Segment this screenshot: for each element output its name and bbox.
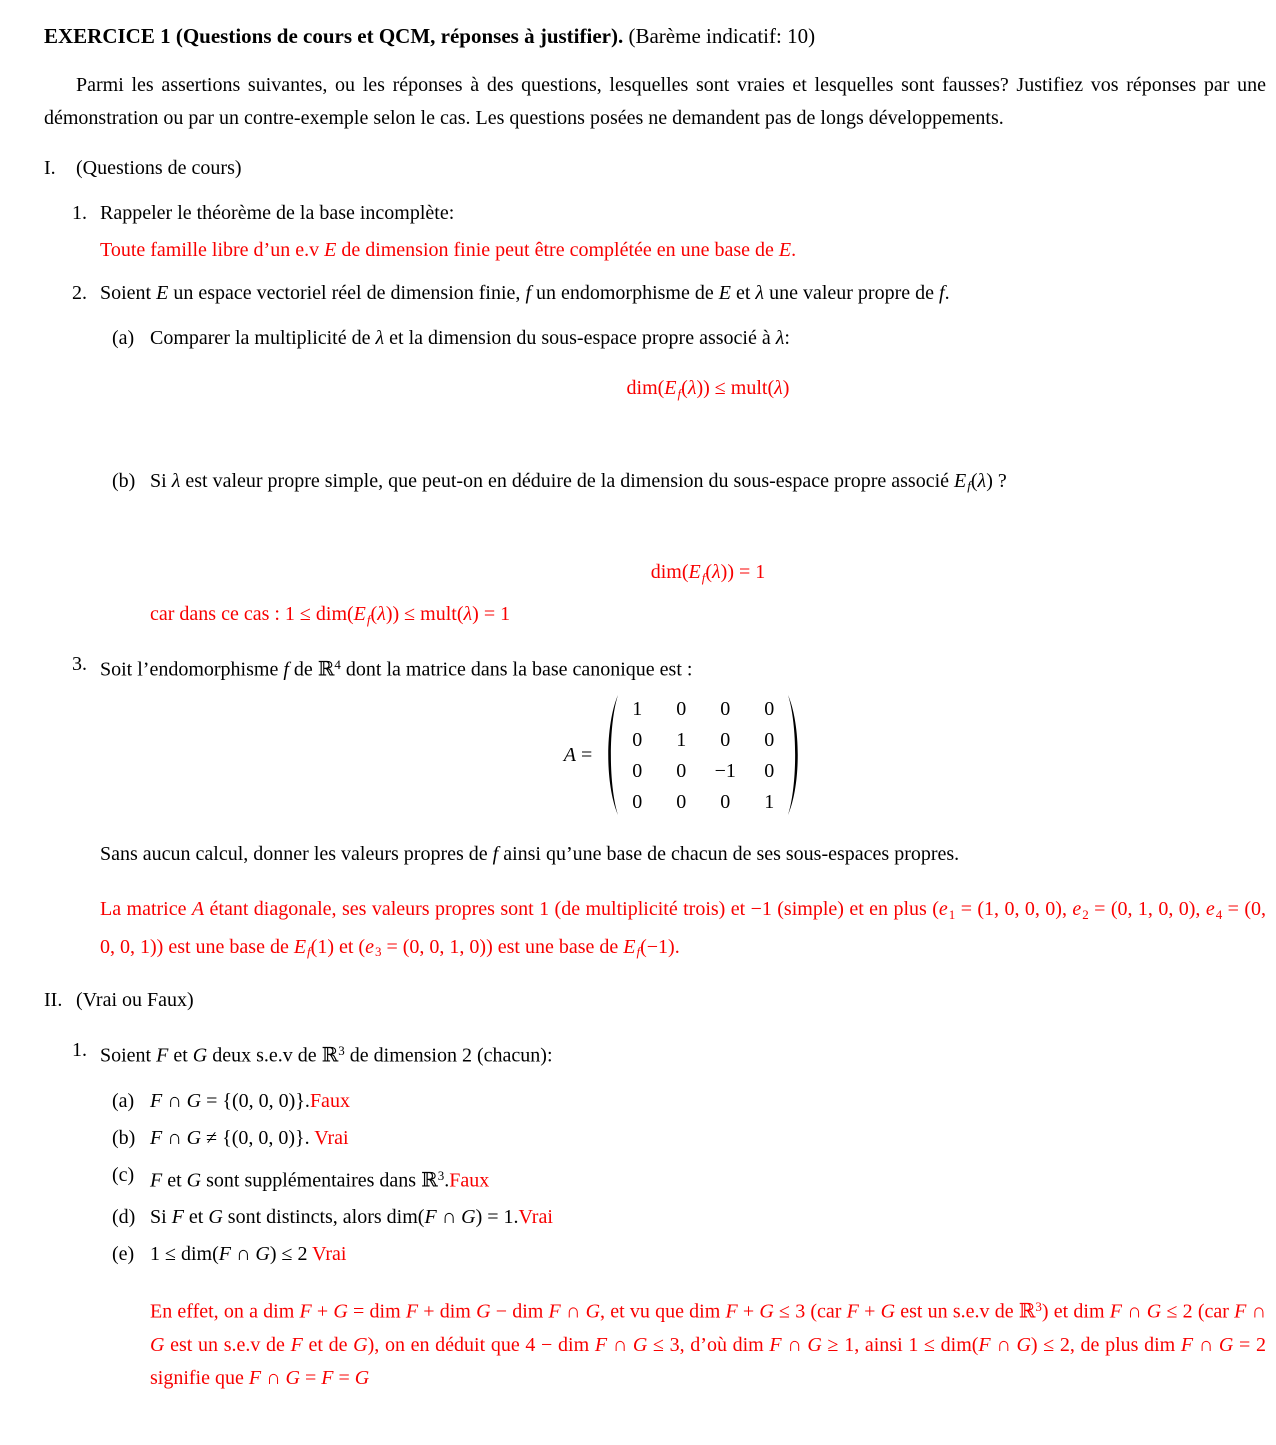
true-false-item-e [112,1238,1266,1271]
answer-2b-note: car dans ce cas : 1 ≤ dim(Ef(λ)) ≤ mult(λ) = 1 [150,602,511,627]
matrix-left-paren-icon [604,693,620,817]
matrix-values: 1 0 0 0 0 1 0 0 0 0 −1 0 0 0 0 1 [632,697,775,813]
question-2a-text: Comparer la multiplicité de λ et la dimension du sous-espace propre associé à λ: [150,327,790,349]
item-b-text: F ∩ G ≠ {(0, 0, 0)}. Vrai [150,1126,349,1149]
item-a-label: (a) [112,1089,135,1112]
question-3 [72,648,1266,969]
question-2-text: Soient E un espace vectoriel réel de dimension finie, f un endomorphisme de E et λ une valeur propre de f. [100,282,950,304]
section-2-heading [44,984,1266,1017]
true-false-item-b [112,1122,1266,1155]
question-2b-text: Si λ est valeur propre simple, que peut-on en déduire de la dimension du sous-espace propre associé Ef(λ) ? [150,469,1007,494]
item-d-label: (d) [112,1206,136,1229]
exercise-title-scale: (Barème indicatif: 10) [623,24,816,48]
section-1-heading [44,152,1266,185]
section-1-title: (Questions de cours) [76,157,242,179]
question-2b-label: (b) [112,469,136,492]
matrix-right-paren-icon [786,693,802,817]
true-false-item-d [112,1201,1266,1234]
item-b-label: (b) [112,1126,136,1149]
exercise-title-bold: EXERCICE 1 (Questions de cours et QCM, réponses à justifier). [44,24,624,48]
question-2a [112,322,1266,410]
question-2a-label: (a) [112,327,135,349]
section-2-question-1 [72,1034,1266,1395]
section-1-label: I. [44,157,56,179]
item-e-label: (e) [112,1243,135,1266]
true-false-list [100,1085,1266,1272]
true-false-item-c [112,1159,1266,1198]
question-3-followup: Sans aucun calcul, donner les valeurs propres de f ainsi qu’une base de chacun de ses sous-espaces propres. [100,843,960,865]
item-d-text: Si F et G sont distincts, alors dim(F ∩ G) = 1.Vrai [150,1206,553,1229]
item-c-text: F et G sont supplémentaires dans ℝ$^3$.Faux [150,1167,490,1192]
section-2-label: II. [44,989,63,1012]
item-a-text: F ∩ G = {(0, 0, 0)}.Faux [150,1089,350,1112]
question-3-text: Soit l’endomorphisme f de ℝ$^4$ dont la matrice dans la base canonique est : [100,656,693,680]
answer-3: La matrice A étant diagonale, ses valeurs propres sont 1 (de multiplicité trois) et −1 (simple) et en plus (e1 = (1, 0, 0, 0), e2 = (0, 1, 0, 0), e4 = (0, 0, 0, 1)) est une base de Ef(1) et (e3 = (0, 0, 1, 0)) est une base de Ef(−1). [100,898,1266,960]
question-1 [72,197,1266,267]
section-2-question-1-text: Soient F et G deux s.e.v de ℝ$^3$ de dimension 2 (chacun): [100,1043,553,1067]
true-false-item-a [112,1085,1266,1118]
question-3-number: 3. [72,652,87,675]
question-2b [112,465,1266,636]
matrix-label: A = [563,743,593,766]
section-2-question-1-number: 1. [72,1039,87,1062]
question-1-text: Rappeler le théorème de la base incomplète: [100,202,455,224]
question-2 [72,277,1266,636]
intro-paragraph: Parmi les assertions suivantes, ou les réponses à des questions, lesquelles sont vraies et lesquelles sont fausses? Justifiez vos réponses par une démonstration ou par un contre-exemple selon le cas. Les questions posées ne demandent pas de longs développements. [44,74,1266,129]
item-e-text: 1 ≤ dim(F ∩ G) ≤ 2 Vrai [150,1243,347,1266]
question-1-number: 1. [72,202,87,224]
answer-2b-equation: dim(Ef(λ)) = 1 [650,561,766,585]
answer-1: Toute famille libre d’un e.v E de dimension finie peut être complétée en une base de E. [100,239,797,261]
item-c-label: (c) [112,1163,135,1186]
answer-2a-equation: dim(Ef(λ)) ≤ mult(λ) [626,377,790,401]
exercise-title [44,20,1266,53]
matrix-equation [100,693,1266,817]
section-2-title: (Vrai ou Faux) [76,989,194,1012]
question-2-number: 2. [72,282,87,304]
section-2-justification: En effet, on a dim F + G = dim F + dim G − dim F ∩ G, et vu que dim F + G ≤ 3 (car F + G est un s.e.v de ℝ$^3$) et dim F ∩ G ≤ 2 (car F ∩ G est un s.e.v de F et de G), on en déduit que 4 − dim F ∩ G ≤ 3, d’où dim F ∩ G ≥ 1, ainsi 1 ≤ dim(F ∩ G) ≤ 2, de plus dim F ∩ G = 2 signifie que F ∩ G = F = G [150,1299,1267,1389]
